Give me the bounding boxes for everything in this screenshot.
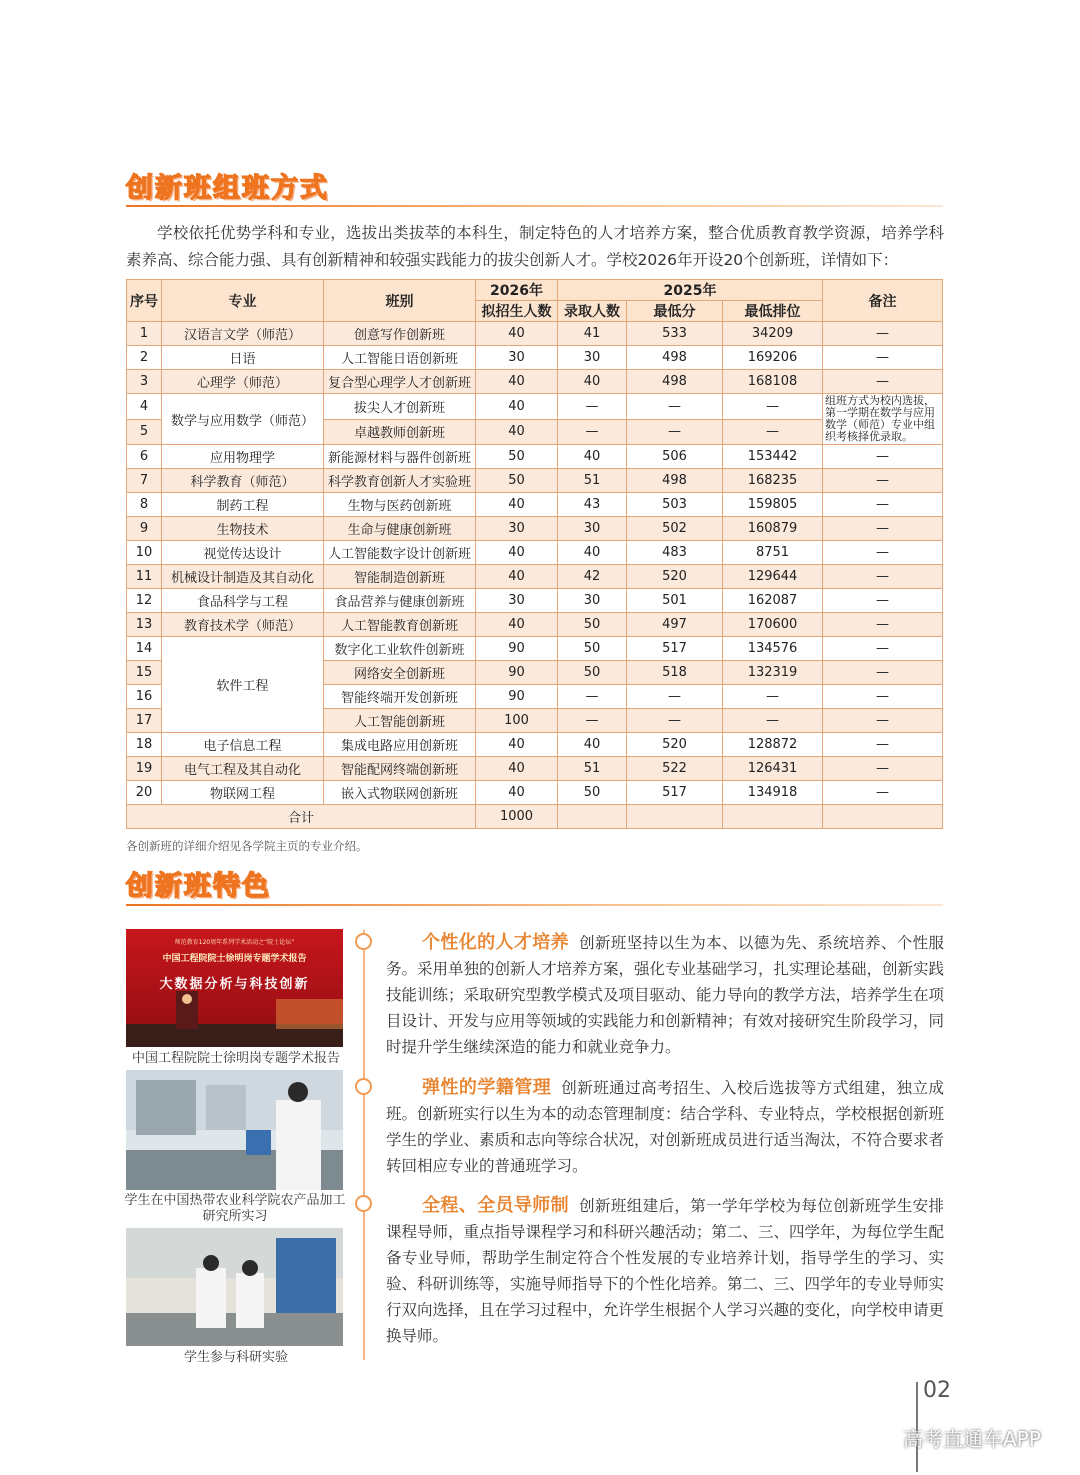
cell-rank: 153442 <box>723 445 823 469</box>
col-header-major: 专业 <box>162 280 324 322</box>
cell-rank: 134576 <box>723 637 823 661</box>
cell-score: 498 <box>627 469 723 493</box>
cell-admitted: 51 <box>558 757 627 781</box>
cell-class: 新能源材料与器件创新班 <box>324 445 476 469</box>
cell-score: — <box>627 709 723 733</box>
cell-no: 17 <box>127 709 162 733</box>
cell-admitted: 43 <box>558 493 627 517</box>
cell-class: 食品营养与健康创新班 <box>324 589 476 613</box>
cell-major: 电子信息工程 <box>162 733 324 757</box>
table-row <box>127 637 943 661</box>
cell-rank: 170600 <box>723 613 823 637</box>
cell-score: 483 <box>627 541 723 565</box>
total-empty-cell <box>627 805 723 829</box>
cell-score: 517 <box>627 637 723 661</box>
cell-admitted: — <box>558 419 627 445</box>
cell-score: 498 <box>627 346 723 370</box>
cell-rank: 168108 <box>723 370 823 394</box>
table-row <box>127 565 943 589</box>
cell-no: 15 <box>127 661 162 685</box>
table-row <box>127 370 943 394</box>
table-footnote: 各创新班的详细介绍见各学院主页的专业介绍。 <box>126 839 368 853</box>
cell-plan: 40 <box>476 733 558 757</box>
timeline-dot <box>355 933 372 950</box>
cell-plan: 30 <box>476 346 558 370</box>
cell-plan: 40 <box>476 394 558 420</box>
col-header-no: 序号 <box>127 280 162 322</box>
cell-no: 18 <box>127 733 162 757</box>
cell-score: 522 <box>627 757 723 781</box>
cell-admitted: 30 <box>558 589 627 613</box>
feature-title: 个性化的人才培养 <box>422 932 570 953</box>
cell-score: 520 <box>627 565 723 589</box>
table-row <box>127 346 943 370</box>
cell-class: 拔尖人才创新班 <box>324 394 476 420</box>
cell-admitted: 30 <box>558 346 627 370</box>
cell-plan: 40 <box>476 613 558 637</box>
cell-no: 5 <box>127 419 162 445</box>
timeline-dot <box>355 1195 372 1212</box>
photo-lab-internship <box>126 1070 343 1190</box>
cell-plan: 40 <box>476 781 558 805</box>
cell-rank: 34209 <box>723 322 823 346</box>
cell-major: 软件工程 <box>162 637 324 733</box>
cell-remark: — <box>823 445 943 469</box>
cell-admitted: 51 <box>558 469 627 493</box>
cell-major: 汉语言文学（师范） <box>162 322 324 346</box>
cell-admitted: 50 <box>558 613 627 637</box>
cell-admitted: 40 <box>558 733 627 757</box>
table-row <box>127 493 943 517</box>
cell-plan: 40 <box>476 370 558 394</box>
cell-score: 533 <box>627 322 723 346</box>
cell-remark: — <box>823 685 943 709</box>
cell-no: 11 <box>127 565 162 589</box>
cell-no: 10 <box>127 541 162 565</box>
cell-plan: 90 <box>476 637 558 661</box>
cell-admitted: 50 <box>558 661 627 685</box>
cell-remark: — <box>823 589 943 613</box>
table-row <box>127 757 943 781</box>
feature-title: 全程、全员导师制 <box>422 1195 570 1216</box>
cell-rank: 162087 <box>723 589 823 613</box>
cell-class: 嵌入式物联网创新班 <box>324 781 476 805</box>
innovation-class-table <box>126 279 943 829</box>
cell-major: 日语 <box>162 346 324 370</box>
feature-text: 创新班组建后，第一学年学校为每位创新班学生安排课程导师，重点指导课程学习和科研兴趣活动；第二、三、四学年，为每位学生配备专业导师，帮助学生制定符合个性发展的专业培养计划，指导学生的学习、实验、科研训练等，实施导师指导下的个性化培养。第二、三、四学年的专业导师实行双向选择，且在学习过程中，允许学生根据个人学习兴趣的变化，向学校申请更换导师。 <box>386 1197 945 1345</box>
cell-no: 9 <box>127 517 162 541</box>
col-header-plan-year: 2026年 <box>476 280 558 301</box>
lecture-banner-line3: 大数据分析与科技创新 <box>159 977 310 992</box>
cell-plan: 90 <box>476 685 558 709</box>
cell-admitted: — <box>558 685 627 709</box>
cell-major: 数学与应用数学（师范） <box>162 394 324 445</box>
table-row <box>127 469 943 493</box>
cell-rank: 134918 <box>723 781 823 805</box>
feature-title: 弹性的学籍管理 <box>422 1077 552 1098</box>
cell-rank: — <box>723 709 823 733</box>
cell-score: 501 <box>627 589 723 613</box>
intro-paragraph: 学校依托优势学科和专业，选拔出类拔萃的本科生，制定特色的人才培养方案，整合优质教育教学资源，培养学科素养高、综合能力强、具有创新精神和较强实践能力的拔尖创新人才。学校2026年开设20个创新班，详情如下： <box>126 224 944 269</box>
cell-admitted: 42 <box>558 565 627 589</box>
section-divider <box>126 205 943 207</box>
total-empty-cell <box>823 805 943 829</box>
cell-plan: 40 <box>476 419 558 445</box>
table-row <box>127 445 943 469</box>
cell-remark: — <box>823 493 943 517</box>
cell-admitted: — <box>558 709 627 733</box>
cell-plan: 100 <box>476 709 558 733</box>
cell-class: 生物与医药创新班 <box>324 493 476 517</box>
cell-rank: 159805 <box>723 493 823 517</box>
cell-score: 518 <box>627 661 723 685</box>
table-row <box>127 517 943 541</box>
cell-major: 教育技术学（师范） <box>162 613 324 637</box>
cell-major: 心理学（师范） <box>162 370 324 394</box>
section-title-grouping: 创新班组班方式 <box>126 173 329 204</box>
feature-mentorship <box>386 1193 944 1349</box>
cell-major: 应用物理学 <box>162 445 324 469</box>
cell-remark: — <box>823 781 943 805</box>
cell-remark: — <box>823 565 943 589</box>
timeline-dot <box>355 1078 372 1095</box>
cell-no: 7 <box>127 469 162 493</box>
cell-class: 科学教育创新人才实验班 <box>324 469 476 493</box>
cell-class: 人工智能日语创新班 <box>324 346 476 370</box>
cell-class: 卓越教师创新班 <box>324 419 476 445</box>
col-header-admitted: 录取人数 <box>558 301 627 322</box>
cell-plan: 90 <box>476 661 558 685</box>
cell-admitted: 30 <box>558 517 627 541</box>
cell-no: 13 <box>127 613 162 637</box>
cell-class: 生命与健康创新班 <box>324 517 476 541</box>
cell-class: 人工智能教育创新班 <box>324 613 476 637</box>
cell-admitted: 40 <box>558 370 627 394</box>
cell-remark: — <box>823 541 943 565</box>
total-empty-cell <box>723 805 823 829</box>
page-number: 02 <box>923 1378 951 1403</box>
cell-rank: — <box>723 685 823 709</box>
table-row <box>127 613 943 637</box>
cell-rank: 132319 <box>723 661 823 685</box>
cell-remark: — <box>823 469 943 493</box>
cell-remark-note: 组班方式为校内选拔，第一学期在数学与应用数学（师范）专业中组织考核择优录取。 <box>823 394 943 445</box>
cell-plan: 40 <box>476 565 558 589</box>
cell-score: 520 <box>627 733 723 757</box>
cell-remark: — <box>823 370 943 394</box>
cell-remark: — <box>823 322 943 346</box>
cell-admitted: — <box>558 394 627 420</box>
table-row <box>127 733 943 757</box>
photo-academic-lecture <box>126 929 343 1047</box>
feature-flexible-enrollment <box>386 1075 944 1179</box>
table-row <box>127 394 943 420</box>
section-divider <box>126 904 943 906</box>
cell-no: 20 <box>127 781 162 805</box>
cell-admitted: 40 <box>558 445 627 469</box>
cell-admitted: 40 <box>558 541 627 565</box>
cell-no: 8 <box>127 493 162 517</box>
cell-remark: — <box>823 661 943 685</box>
total-label: 合计 <box>127 805 476 829</box>
col-header-2025: 2025年 <box>558 280 823 301</box>
cell-rank: 169206 <box>723 346 823 370</box>
cell-remark: — <box>823 709 943 733</box>
cell-rank: 160879 <box>723 517 823 541</box>
cell-plan: 40 <box>476 493 558 517</box>
lecture-banner-line2: 中国工程院院士徐明岗专题学术报告 <box>162 954 307 964</box>
cell-score: — <box>627 419 723 445</box>
col-header-class: 班别 <box>324 280 476 322</box>
cell-major: 物联网工程 <box>162 781 324 805</box>
photo-caption: 学生参与科研实验 <box>183 1350 288 1365</box>
table-row <box>127 589 943 613</box>
cell-rank: 128872 <box>723 733 823 757</box>
cell-major: 视觉传达设计 <box>162 541 324 565</box>
cell-score: — <box>627 394 723 420</box>
table-row <box>127 322 943 346</box>
cell-score: 517 <box>627 781 723 805</box>
cell-no: 16 <box>127 685 162 709</box>
cell-rank: 126431 <box>723 757 823 781</box>
photo-caption: 学生在中国热带农业科学院农产品加工研究所实习 <box>124 1193 346 1224</box>
col-header-min-score: 最低分 <box>627 301 723 322</box>
cell-score: 498 <box>627 370 723 394</box>
cell-class: 数字化工业软件创新班 <box>324 637 476 661</box>
cell-no: 3 <box>127 370 162 394</box>
cell-remark: — <box>823 346 943 370</box>
cell-plan: 40 <box>476 757 558 781</box>
cell-class: 集成电路应用创新班 <box>324 733 476 757</box>
cell-class: 智能配网终端创新班 <box>324 757 476 781</box>
cell-no: 14 <box>127 637 162 661</box>
timeline-line <box>363 930 365 1360</box>
cell-class: 复合型心理学人才创新班 <box>324 370 476 394</box>
feature-personalized <box>386 930 944 1060</box>
cell-major: 生物技术 <box>162 517 324 541</box>
cell-plan: 30 <box>476 517 558 541</box>
cell-no: 4 <box>127 394 162 420</box>
cell-no: 6 <box>127 445 162 469</box>
cell-rank: 129644 <box>723 565 823 589</box>
cell-remark: — <box>823 613 943 637</box>
photo-caption: 中国工程院院士徐明岗专题学术报告 <box>131 1051 340 1066</box>
cell-class: 创意写作创新班 <box>324 322 476 346</box>
cell-major: 制药工程 <box>162 493 324 517</box>
section-title-features: 创新班特色 <box>126 871 271 902</box>
cell-class: 智能终端开发创新班 <box>324 685 476 709</box>
cell-admitted: 50 <box>558 637 627 661</box>
cell-rank: 8751 <box>723 541 823 565</box>
col-header-plan: 拟招生人数 <box>476 301 558 322</box>
cell-plan: 50 <box>476 445 558 469</box>
lecture-banner-line1: 师范教育120周年系列学术活动之“院士论坛” <box>174 939 295 946</box>
col-header-remark: 备注 <box>823 280 943 322</box>
cell-rank: 168235 <box>723 469 823 493</box>
cell-major: 电气工程及其自动化 <box>162 757 324 781</box>
cell-plan: 40 <box>476 541 558 565</box>
cell-score: 497 <box>627 613 723 637</box>
cell-major: 食品科学与工程 <box>162 589 324 613</box>
table-total-row <box>127 805 943 829</box>
cell-admitted: 50 <box>558 781 627 805</box>
cell-class: 网络安全创新班 <box>324 661 476 685</box>
cell-no: 2 <box>127 346 162 370</box>
cell-no: 1 <box>127 322 162 346</box>
cell-major: 机械设计制造及其自动化 <box>162 565 324 589</box>
cell-class: 智能制造创新班 <box>324 565 476 589</box>
col-header-min-rank: 最低排位 <box>723 301 823 322</box>
table-row <box>127 541 943 565</box>
cell-class: 人工智能创新班 <box>324 709 476 733</box>
total-empty-cell <box>558 805 627 829</box>
cell-remark: — <box>823 757 943 781</box>
feature-text: 创新班通过高考招生、入校后选拔等方式组建，独立成班。创新班实行以生为本的动态管理制度：结合学科、专业特点，学校根据创新班学生的学业、素质和志向等综合状况，对创新班成员进行适当淘汰，不符合要求者转回相应专业的普通班学习。 <box>386 1079 945 1175</box>
cell-no: 12 <box>127 589 162 613</box>
cell-class: 人工智能数字设计创新班 <box>324 541 476 565</box>
cell-rank: — <box>723 419 823 445</box>
cell-major: 科学教育（师范） <box>162 469 324 493</box>
feature-text: 创新班坚持以生为本、以德为先、系统培养、个性服务。采用单独的创新人才培养方案，强化专业基础学习，扎实理论基础，创新实践技能训练；采取研究型教学模式及项目驱动、能力导向的教学方法，培养学生在项目设计、开发与应用等领域的实践能力和创新精神；有效对接研究生阶段学习，同时提升学生继续深造的能力和就业竞争力。 <box>386 934 945 1056</box>
cell-plan: 30 <box>476 589 558 613</box>
cell-rank: — <box>723 394 823 420</box>
cell-admitted: 41 <box>558 322 627 346</box>
cell-plan: 50 <box>476 469 558 493</box>
cell-remark: — <box>823 733 943 757</box>
cell-remark: — <box>823 517 943 541</box>
total-value: 1000 <box>476 805 558 829</box>
cell-no: 19 <box>127 757 162 781</box>
photo-research-experiment <box>126 1228 343 1346</box>
cell-score: 503 <box>627 493 723 517</box>
app-watermark: 高考直通车APP <box>903 1427 1041 1451</box>
cell-score: 506 <box>627 445 723 469</box>
cell-score: 502 <box>627 517 723 541</box>
cell-plan: 40 <box>476 322 558 346</box>
cell-remark: — <box>823 637 943 661</box>
cell-score: — <box>627 685 723 709</box>
table-row <box>127 781 943 805</box>
